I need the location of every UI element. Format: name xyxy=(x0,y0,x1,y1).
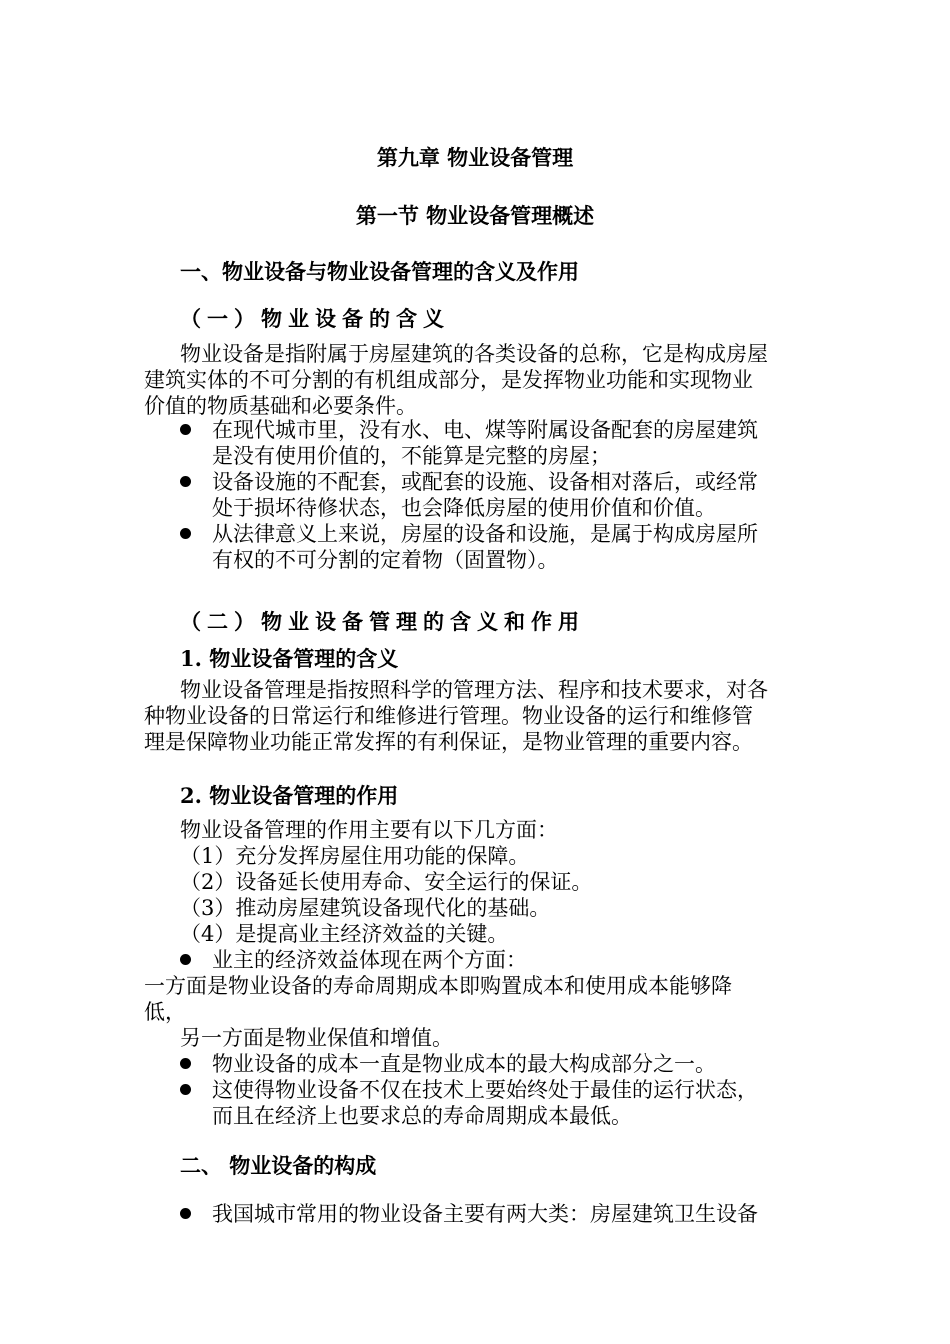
paragraph-line: 物业设备管理是指按照科学的管理方法、程序和技术要求，对各 xyxy=(180,678,768,702)
bullet-line: 业主的经济效益体现在两个方面： xyxy=(212,948,527,972)
paragraph-line: 一方面是物业设备的寿命周期成本即购置成本和使用成本能够降 xyxy=(144,974,732,998)
paragraph-line: 种物业设备的日常运行和维修进行管理。物业设备的运行和维修管 xyxy=(144,704,753,728)
bullet-icon xyxy=(180,424,191,435)
bullet-icon xyxy=(180,1084,191,1095)
bullet-line: 在现代城市里，没有水、电、煤等附属设备配套的房屋建筑 xyxy=(212,418,758,442)
bullet-line: 我国城市常用的物业设备主要有两大类：房屋建筑卫生设备 xyxy=(212,1202,758,1226)
paragraph-line: 物业设备管理的作用主要有以下几方面： xyxy=(180,818,558,842)
bullet-line: 处于损坏待修状态，也会降低房屋的使用价值和价值。 xyxy=(212,496,716,520)
bullet-line: 物业设备的成本一直是物业成本的最大构成部分之一。 xyxy=(212,1052,716,1076)
chapter-title: 第九章 物业设备管理 xyxy=(376,145,574,170)
list-item: （2）设备延长使用寿命、安全运行的保证。 xyxy=(180,870,593,894)
bullet-line: 而且在经济上也要求总的寿命周期成本最低。 xyxy=(212,1104,632,1128)
heading-one: 一、物业设备与物业设备管理的含义及作用 xyxy=(180,259,579,284)
paragraph-line: 建筑实体的不可分割的有机组成部分，是发挥物业功能和实现物业 xyxy=(144,368,753,392)
bullet-icon xyxy=(180,1208,191,1219)
paragraph-line: 低， xyxy=(144,1000,186,1024)
subheading-two: （二）物业设备管理的含义和作用 xyxy=(180,609,585,634)
section-title: 第一节 物业设备管理概述 xyxy=(355,203,595,228)
paragraph-line: 理是保障物业功能正常发挥的有利保证，是物业管理的重要内容。 xyxy=(144,730,753,754)
bullet-icon xyxy=(180,1058,191,1069)
bullet-icon xyxy=(180,954,191,965)
bullet-line: 设备设施的不配套，或配套的设施、设备相对落后，或经常 xyxy=(212,470,758,494)
paragraph-line: 物业设备是指附属于房屋建筑的各类设备的总称，它是构成房屋 xyxy=(180,342,768,366)
list-item: （1）充分发挥房屋住用功能的保障。 xyxy=(180,844,530,868)
heading-two: 二、 物业设备的构成 xyxy=(180,1153,377,1178)
item-title: 1. 物业设备管理的含义 xyxy=(180,646,399,671)
list-item: （3）推动房屋建筑设备现代化的基础。 xyxy=(180,896,551,920)
list-item: （4）是提高业主经济效益的关键。 xyxy=(180,922,509,946)
item-title: 2. 物业设备管理的作用 xyxy=(180,783,399,808)
bullet-icon xyxy=(180,476,191,487)
bullet-line: 从法律意义上来说，房屋的设备和设施，是属于构成房屋所 xyxy=(212,522,758,546)
bullet-icon xyxy=(180,528,191,539)
bullet-line: 这使得物业设备不仅在技术上要始终处于最佳的运行状态， xyxy=(212,1078,758,1102)
bullet-line: 有权的不可分割的定着物（固置物）。 xyxy=(212,548,559,572)
subheading-one: （一）物业设备的含义 xyxy=(180,306,450,331)
paragraph-line: 另一方面是物业保值和增值。 xyxy=(180,1026,453,1050)
paragraph-line: 价值的物质基础和必要条件。 xyxy=(144,394,417,418)
bullet-line: 是没有使用价值的，不能算是完整的房屋； xyxy=(212,444,611,468)
